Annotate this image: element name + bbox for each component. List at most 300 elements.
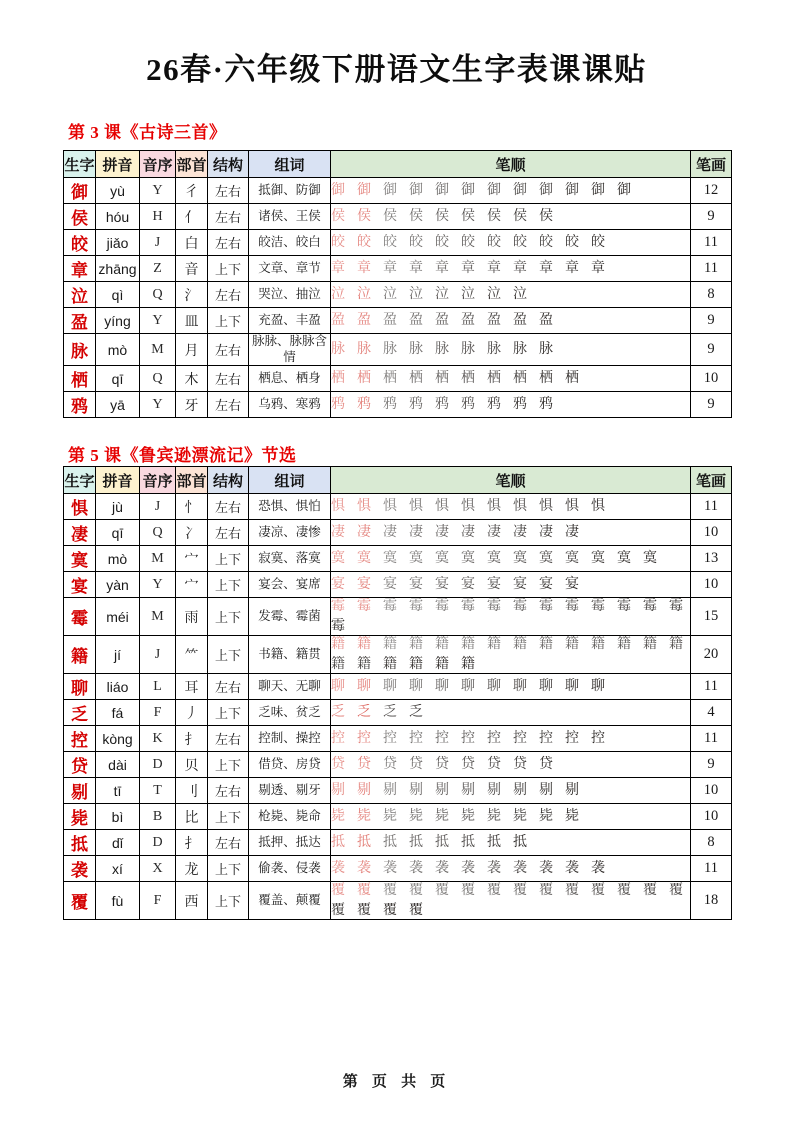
stroke-step-glyph: 剔 xyxy=(383,783,397,798)
stroke-step-glyph: 章 xyxy=(357,261,371,276)
initial-cell: Y xyxy=(140,392,176,418)
pinyin-cell: liáo xyxy=(96,674,140,700)
words-cell: 枪毙、毙命 xyxy=(249,804,331,830)
stroke-step-glyph: 宴 xyxy=(435,577,449,592)
radical-cell: 丿 xyxy=(176,700,208,726)
table-row xyxy=(64,700,732,726)
stroke-count-cell: 18 xyxy=(691,882,732,920)
stroke-step-glyph: 凄 xyxy=(383,525,397,540)
stroke-step-glyph: 剔 xyxy=(435,783,449,798)
stroke-step-glyph: 袭 xyxy=(461,861,475,876)
stroke-step-glyph: 毙 xyxy=(409,809,423,824)
section-title-lesson5: 第 5 课《鲁宾逊漂流记》节选 xyxy=(68,446,297,465)
words-cell: 诸侯、王侯 xyxy=(249,204,331,230)
structure-cell: 左右 xyxy=(208,178,249,204)
char-cell: 聊 xyxy=(64,674,96,700)
stroke-step-glyph: 聊 xyxy=(539,679,553,694)
stroke-step-glyph: 盈 xyxy=(331,313,345,328)
stroke-step-glyph: 宴 xyxy=(487,577,501,592)
char-cell: 籍 xyxy=(64,636,96,674)
radical-cell: ⺮ xyxy=(176,636,208,674)
stroke-step-glyph: 脉 xyxy=(513,342,527,358)
stroke-order-cell xyxy=(331,256,691,282)
words-cell: 剔透、剔牙 xyxy=(249,778,331,804)
initial-cell: Y xyxy=(140,308,176,334)
stroke-step-glyph: 脉 xyxy=(383,342,397,358)
stroke-step-glyph: 贷 xyxy=(487,757,501,772)
stroke-step-glyph: 聊 xyxy=(383,679,397,694)
radical-cell: 龙 xyxy=(176,856,208,882)
radical-cell: 宀 xyxy=(176,572,208,598)
stroke-step-glyph: 御 xyxy=(461,183,475,198)
stroke-count-cell: 12 xyxy=(691,178,732,204)
pinyin-cell: mò xyxy=(96,546,140,572)
stroke-step-glyph: 侯 xyxy=(539,209,553,224)
words-cell: 乏味、贫乏 xyxy=(249,700,331,726)
stroke-order-cell xyxy=(331,308,691,334)
stroke-step-glyph: 侯 xyxy=(487,209,501,224)
stroke-step-glyph: 章 xyxy=(383,261,397,276)
table-row xyxy=(64,520,732,546)
words-cell: 抵押、抵达 xyxy=(249,830,331,856)
stroke-step-glyph: 籍 xyxy=(383,657,397,672)
stroke-step-glyph: 鸦 xyxy=(461,397,475,413)
stroke-step-glyph: 乏 xyxy=(383,705,397,720)
stroke-step-glyph: 寞 xyxy=(539,551,553,566)
stroke-order-cell xyxy=(331,726,691,752)
stroke-step-glyph: 泣 xyxy=(409,287,423,302)
stroke-step-glyph: 籍 xyxy=(357,637,371,652)
char-cell: 寞 xyxy=(64,546,96,572)
stroke-step-glyph: 御 xyxy=(513,183,527,198)
stroke-step-glyph: 剔 xyxy=(331,783,345,798)
stroke-step-glyph: 聊 xyxy=(461,679,475,694)
stroke-step-glyph: 霉 xyxy=(539,599,553,614)
pinyin-cell: méi xyxy=(96,598,140,636)
words-cell: 文章、章节 xyxy=(249,256,331,282)
stroke-step-glyph: 聊 xyxy=(565,679,579,694)
stroke-order-cell xyxy=(331,178,691,204)
stroke-order-cell xyxy=(331,674,691,700)
stroke-step-glyph: 覆 xyxy=(331,903,345,918)
stroke-step-glyph: 泣 xyxy=(383,287,397,302)
stroke-step-glyph: 袭 xyxy=(591,861,605,876)
stroke-step-glyph: 控 xyxy=(565,731,579,746)
stroke-step-glyph: 御 xyxy=(539,183,553,198)
column-header-6: 组词 xyxy=(249,467,331,494)
stroke-step-glyph: 毙 xyxy=(565,809,579,824)
initial-cell: J xyxy=(140,636,176,674)
stroke-order-sequence xyxy=(331,524,690,541)
char-cell: 贷 xyxy=(64,752,96,778)
stroke-step-glyph: 袭 xyxy=(409,861,423,876)
stroke-step-glyph: 覆 xyxy=(383,903,397,918)
pinyin-cell: bì xyxy=(96,804,140,830)
radical-cell: 比 xyxy=(176,804,208,830)
initial-cell: Y xyxy=(140,178,176,204)
stroke-count-cell: 11 xyxy=(691,230,732,256)
stroke-step-glyph: 控 xyxy=(331,731,345,746)
stroke-step-glyph: 籍 xyxy=(435,657,449,672)
stroke-step-glyph: 皎 xyxy=(331,235,345,250)
stroke-step-glyph: 聊 xyxy=(409,679,423,694)
stroke-step-glyph: 籍 xyxy=(331,657,345,672)
stroke-step-glyph: 宴 xyxy=(539,577,553,592)
structure-cell: 左右 xyxy=(208,392,249,418)
stroke-order-sequence xyxy=(331,756,690,773)
stroke-step-glyph: 籍 xyxy=(383,637,397,652)
radical-cell: 氵 xyxy=(176,282,208,308)
stroke-step-glyph: 袭 xyxy=(539,861,553,876)
stroke-step-glyph: 霉 xyxy=(565,599,579,614)
stroke-step-glyph: 皎 xyxy=(357,235,371,250)
stroke-step-glyph: 凄 xyxy=(409,525,423,540)
words-cell: 聊天、无聊 xyxy=(249,674,331,700)
structure-cell: 左右 xyxy=(208,494,249,520)
stroke-step-glyph: 栖 xyxy=(487,371,501,387)
stroke-order-sequence xyxy=(331,182,690,199)
stroke-step-glyph: 覆 xyxy=(435,883,449,898)
stroke-step-glyph: 毙 xyxy=(487,809,501,824)
words-cell: 栖息、栖身 xyxy=(249,366,331,392)
stroke-step-glyph: 宴 xyxy=(513,577,527,592)
table-row xyxy=(64,726,732,752)
pinyin-cell: mò xyxy=(96,334,140,366)
stroke-step-glyph: 凄 xyxy=(357,525,371,540)
char-cell: 凄 xyxy=(64,520,96,546)
stroke-step-glyph: 乏 xyxy=(331,705,345,720)
stroke-step-glyph: 寞 xyxy=(487,551,501,566)
stroke-step-glyph: 剔 xyxy=(487,783,501,798)
stroke-step-glyph: 章 xyxy=(565,261,579,276)
column-header-6: 组词 xyxy=(249,151,331,178)
stroke-order-cell xyxy=(331,598,691,636)
stroke-step-glyph: 聊 xyxy=(331,679,345,694)
radical-cell: 彳 xyxy=(176,178,208,204)
stroke-count-cell: 11 xyxy=(691,674,732,700)
table-row xyxy=(64,282,732,308)
column-header-7: 笔顺 xyxy=(331,151,691,178)
stroke-step-glyph: 抵 xyxy=(461,835,475,850)
radical-cell: 耳 xyxy=(176,674,208,700)
stroke-step-glyph: 籍 xyxy=(643,637,657,652)
stroke-step-glyph: 御 xyxy=(331,183,345,198)
radical-cell: 扌 xyxy=(176,726,208,752)
stroke-order-sequence xyxy=(331,636,690,673)
stroke-step-glyph: 乏 xyxy=(357,705,371,720)
stroke-step-glyph: 抵 xyxy=(513,835,527,850)
radical-cell: 贝 xyxy=(176,752,208,778)
radical-cell: 忄 xyxy=(176,494,208,520)
stroke-step-glyph: 乏 xyxy=(409,705,423,720)
stroke-step-glyph: 侯 xyxy=(461,209,475,224)
words-cell: 凄凉、凄惨 xyxy=(249,520,331,546)
stroke-step-glyph: 宴 xyxy=(565,577,579,592)
stroke-step-glyph: 脉 xyxy=(487,342,501,358)
radical-cell: 皿 xyxy=(176,308,208,334)
stroke-step-glyph: 抵 xyxy=(435,835,449,850)
table-row xyxy=(64,856,732,882)
stroke-step-glyph: 寞 xyxy=(513,551,527,566)
column-header-8: 笔画 xyxy=(691,151,732,178)
stroke-order-sequence xyxy=(331,882,690,919)
char-cell: 脉 xyxy=(64,334,96,366)
stroke-step-glyph: 覆 xyxy=(331,883,345,898)
stroke-count-cell: 9 xyxy=(691,392,732,418)
stroke-step-glyph: 贷 xyxy=(513,757,527,772)
stroke-order-cell xyxy=(331,494,691,520)
table-row xyxy=(64,752,732,778)
stroke-count-cell: 9 xyxy=(691,308,732,334)
stroke-count-cell: 10 xyxy=(691,572,732,598)
stroke-step-glyph: 覆 xyxy=(643,883,657,898)
stroke-step-glyph: 惧 xyxy=(409,499,423,514)
radical-cell: 西 xyxy=(176,882,208,920)
stroke-step-glyph: 泣 xyxy=(487,287,501,302)
words-cell: 偷袭、侵袭 xyxy=(249,856,331,882)
stroke-order-sequence xyxy=(331,396,690,413)
stroke-step-glyph: 剔 xyxy=(461,783,475,798)
stroke-step-glyph: 控 xyxy=(383,731,397,746)
stroke-step-glyph: 控 xyxy=(539,731,553,746)
stroke-step-glyph: 鸦 xyxy=(487,397,501,413)
char-cell: 皎 xyxy=(64,230,96,256)
stroke-count-cell: 10 xyxy=(691,804,732,830)
stroke-order-sequence xyxy=(331,598,690,635)
initial-cell: T xyxy=(140,778,176,804)
structure-cell: 上下 xyxy=(208,856,249,882)
stroke-step-glyph: 脉 xyxy=(461,342,475,358)
initial-cell: H xyxy=(140,204,176,230)
stroke-order-sequence xyxy=(331,208,690,225)
stroke-step-glyph: 覆 xyxy=(409,903,423,918)
stroke-step-glyph: 控 xyxy=(409,731,423,746)
page-title: 26春·六年级下册语文生字表课课贴 xyxy=(146,52,647,87)
stroke-step-glyph: 凄 xyxy=(435,525,449,540)
pinyin-cell: hóu xyxy=(96,204,140,230)
char-cell: 盈 xyxy=(64,308,96,334)
stroke-count-cell: 11 xyxy=(691,856,732,882)
char-cell: 霉 xyxy=(64,598,96,636)
stroke-step-glyph: 覆 xyxy=(487,883,501,898)
stroke-step-glyph: 聊 xyxy=(591,679,605,694)
stroke-step-glyph: 章 xyxy=(331,261,345,276)
stroke-step-glyph: 盈 xyxy=(539,313,553,328)
pinyin-cell: jù xyxy=(96,494,140,520)
char-cell: 章 xyxy=(64,256,96,282)
table-row xyxy=(64,204,732,230)
radical-cell: 雨 xyxy=(176,598,208,636)
structure-cell: 左右 xyxy=(208,204,249,230)
radical-cell: 亻 xyxy=(176,204,208,230)
stroke-order-sequence xyxy=(331,312,690,329)
stroke-step-glyph: 霉 xyxy=(435,599,449,614)
stroke-order-cell xyxy=(331,392,691,418)
stroke-step-glyph: 栖 xyxy=(539,371,553,387)
stroke-step-glyph: 盈 xyxy=(461,313,475,328)
table-row xyxy=(64,392,732,418)
stroke-step-glyph: 剔 xyxy=(513,783,527,798)
stroke-step-glyph: 剔 xyxy=(565,783,579,798)
stroke-step-glyph: 皎 xyxy=(513,235,527,250)
stroke-order-sequence xyxy=(331,341,690,358)
stroke-step-glyph: 寞 xyxy=(591,551,605,566)
words-cell: 宴会、宴席 xyxy=(249,572,331,598)
stroke-step-glyph: 惧 xyxy=(591,499,605,514)
stroke-step-glyph: 毙 xyxy=(331,809,345,824)
radical-cell: 白 xyxy=(176,230,208,256)
stroke-step-glyph: 泣 xyxy=(357,287,371,302)
structure-cell: 左右 xyxy=(208,230,249,256)
initial-cell: B xyxy=(140,804,176,830)
stroke-step-glyph: 寞 xyxy=(461,551,475,566)
pinyin-cell: xí xyxy=(96,856,140,882)
stroke-order-cell xyxy=(331,636,691,674)
page-footer: 第 页 共 页 xyxy=(342,1073,451,1090)
stroke-step-glyph: 籍 xyxy=(461,657,475,672)
stroke-count-cell: 10 xyxy=(691,520,732,546)
stroke-order-sequence xyxy=(331,234,690,251)
column-header-5: 结构 xyxy=(208,151,249,178)
stroke-step-glyph: 覆 xyxy=(461,883,475,898)
stroke-step-glyph: 籍 xyxy=(617,637,631,652)
stroke-step-glyph: 御 xyxy=(565,183,579,198)
stroke-step-glyph: 御 xyxy=(435,183,449,198)
stroke-step-glyph: 霉 xyxy=(513,599,527,614)
stroke-step-glyph: 袭 xyxy=(513,861,527,876)
stroke-step-glyph: 泣 xyxy=(435,287,449,302)
stroke-step-glyph: 剔 xyxy=(539,783,553,798)
structure-cell: 左右 xyxy=(208,520,249,546)
stroke-step-glyph: 惧 xyxy=(539,499,553,514)
initial-cell: X xyxy=(140,856,176,882)
stroke-step-glyph: 脉 xyxy=(539,342,553,358)
pinyin-cell: yíng xyxy=(96,308,140,334)
table-row xyxy=(64,598,732,636)
stroke-step-glyph: 鸦 xyxy=(435,397,449,413)
stroke-step-glyph: 贷 xyxy=(357,757,371,772)
stroke-step-glyph: 袭 xyxy=(383,861,397,876)
stroke-order-sequence xyxy=(331,370,690,387)
stroke-order-cell xyxy=(331,334,691,366)
initial-cell: Q xyxy=(140,282,176,308)
structure-cell: 左右 xyxy=(208,282,249,308)
initial-cell: D xyxy=(140,752,176,778)
stroke-order-cell xyxy=(331,856,691,882)
stroke-step-glyph: 控 xyxy=(357,731,371,746)
structure-cell: 左右 xyxy=(208,334,249,366)
stroke-step-glyph: 凄 xyxy=(487,525,501,540)
stroke-step-glyph: 鸦 xyxy=(331,397,345,413)
stroke-step-glyph: 贷 xyxy=(435,757,449,772)
stroke-step-glyph: 脉 xyxy=(331,342,345,358)
initial-cell: M xyxy=(140,546,176,572)
stroke-step-glyph: 章 xyxy=(539,261,553,276)
stroke-step-glyph: 栖 xyxy=(331,371,345,387)
stroke-order-sequence xyxy=(331,260,690,277)
initial-cell: D xyxy=(140,830,176,856)
words-cell: 发霉、霉菌 xyxy=(249,598,331,636)
pinyin-cell: fù xyxy=(96,882,140,920)
initial-cell: Y xyxy=(140,572,176,598)
stroke-order-cell xyxy=(331,282,691,308)
stroke-step-glyph: 霉 xyxy=(669,599,683,614)
stroke-step-glyph: 凄 xyxy=(461,525,475,540)
stroke-step-glyph: 栖 xyxy=(461,371,475,387)
stroke-step-glyph: 覆 xyxy=(357,903,371,918)
stroke-order-cell xyxy=(331,520,691,546)
pinyin-cell: qì xyxy=(96,282,140,308)
initial-cell: M xyxy=(140,334,176,366)
column-header-1: 生字 xyxy=(64,467,96,494)
char-cell: 袭 xyxy=(64,856,96,882)
stroke-step-glyph: 鸦 xyxy=(513,397,527,413)
stroke-step-glyph: 毙 xyxy=(435,809,449,824)
stroke-step-glyph: 皎 xyxy=(383,235,397,250)
stroke-step-glyph: 侯 xyxy=(435,209,449,224)
stroke-step-glyph: 籍 xyxy=(331,637,345,652)
pinyin-cell: qī xyxy=(96,520,140,546)
stroke-step-glyph: 侯 xyxy=(357,209,371,224)
stroke-step-glyph: 寞 xyxy=(617,551,631,566)
stroke-step-glyph: 凄 xyxy=(513,525,527,540)
stroke-order-sequence xyxy=(331,808,690,825)
table-row xyxy=(64,178,732,204)
stroke-step-glyph: 盈 xyxy=(435,313,449,328)
pinyin-cell: dài xyxy=(96,752,140,778)
char-cell: 剔 xyxy=(64,778,96,804)
char-cell: 惧 xyxy=(64,494,96,520)
stroke-step-glyph: 霉 xyxy=(643,599,657,614)
stroke-step-glyph: 霉 xyxy=(331,619,345,634)
stroke-order-cell xyxy=(331,700,691,726)
table-row xyxy=(64,830,732,856)
stroke-step-glyph: 盈 xyxy=(487,313,501,328)
stroke-step-glyph: 惧 xyxy=(357,499,371,514)
stroke-step-glyph: 籍 xyxy=(487,637,501,652)
stroke-step-glyph: 霉 xyxy=(487,599,501,614)
stroke-step-glyph: 惧 xyxy=(331,499,345,514)
stroke-count-cell: 20 xyxy=(691,636,732,674)
stroke-step-glyph: 剔 xyxy=(409,783,423,798)
stroke-step-glyph: 聊 xyxy=(357,679,371,694)
stroke-count-cell: 11 xyxy=(691,726,732,752)
structure-cell: 左右 xyxy=(208,674,249,700)
stroke-step-glyph: 籍 xyxy=(591,637,605,652)
stroke-step-glyph: 宴 xyxy=(357,577,371,592)
pinyin-cell: qī xyxy=(96,366,140,392)
structure-cell: 上下 xyxy=(208,572,249,598)
stroke-step-glyph: 鸦 xyxy=(409,397,423,413)
column-header-1: 生字 xyxy=(64,151,96,178)
structure-cell: 左右 xyxy=(208,778,249,804)
stroke-step-glyph: 寞 xyxy=(565,551,579,566)
stroke-step-glyph: 盈 xyxy=(357,313,371,328)
stroke-step-glyph: 鸦 xyxy=(383,397,397,413)
stroke-step-glyph: 惧 xyxy=(461,499,475,514)
stroke-step-glyph: 宴 xyxy=(383,577,397,592)
header-row xyxy=(64,151,732,178)
stroke-step-glyph: 聊 xyxy=(513,679,527,694)
stroke-step-glyph: 泣 xyxy=(331,287,345,302)
radical-cell: 木 xyxy=(176,366,208,392)
stroke-step-glyph: 惧 xyxy=(513,499,527,514)
stroke-order-cell xyxy=(331,230,691,256)
stroke-order-cell xyxy=(331,804,691,830)
radical-cell: 刂 xyxy=(176,778,208,804)
initial-cell: Q xyxy=(140,520,176,546)
stroke-count-cell: 10 xyxy=(691,778,732,804)
